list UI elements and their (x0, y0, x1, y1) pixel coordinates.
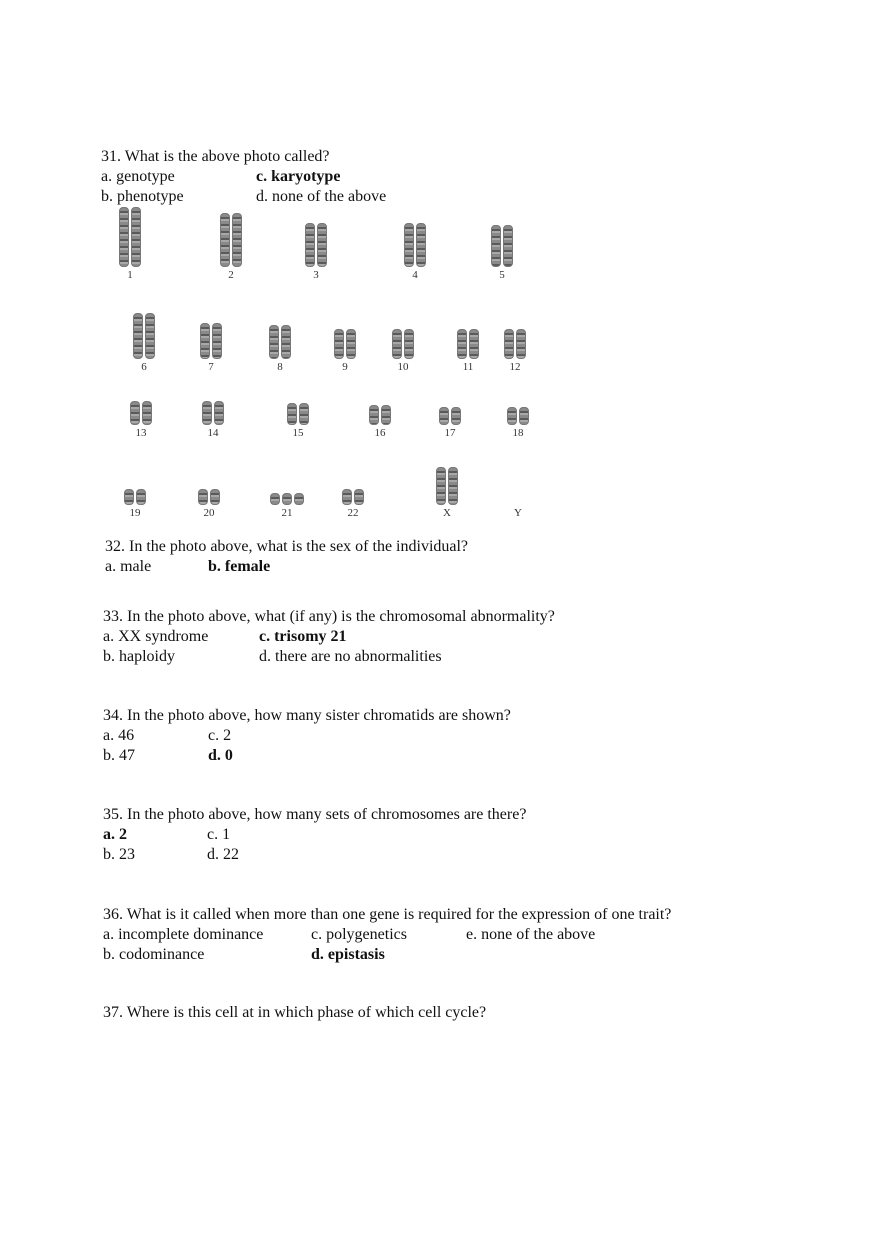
option: a. genotype (101, 168, 175, 185)
chromosome-label: 12 (509, 361, 521, 373)
chromosome (392, 329, 402, 359)
chromosome-label: 1 (127, 269, 133, 281)
chromosome (469, 329, 479, 359)
chromosome (404, 223, 414, 267)
option: a. male (105, 558, 152, 575)
chromosome-label: 8 (277, 361, 283, 373)
karyotype-image (100, 205, 550, 530)
option: d. 22 (207, 846, 239, 863)
option-answer: a. 2 (103, 826, 127, 843)
chromosome-label: 16 (374, 427, 386, 439)
chromosome (119, 207, 129, 267)
option-answer: d. 0 (208, 747, 233, 764)
chromosome-label: 9 (342, 361, 348, 373)
chromosome (451, 407, 461, 425)
option: e. none of the above (466, 926, 596, 943)
chromosome-label: X (443, 507, 451, 519)
chromosome (346, 329, 356, 359)
option: b. 23 (103, 846, 135, 863)
chromosome (457, 329, 467, 359)
chromosome-label: 4 (412, 269, 418, 281)
chromosome (381, 405, 391, 425)
chromosome (507, 407, 517, 425)
option: a. XX syndrome (103, 628, 209, 645)
chromosome-label: 5 (499, 269, 505, 281)
option: c. 2 (208, 727, 232, 744)
chromosome-label: 22 (347, 507, 359, 519)
chromosome (212, 323, 222, 359)
chromosome (317, 223, 327, 267)
chromosome (210, 489, 220, 505)
chromosome (334, 329, 344, 359)
chromosome (448, 467, 458, 505)
chromosome-label: 6 (141, 361, 147, 373)
chromosome (281, 325, 291, 359)
chromosome-label: 21 (281, 507, 293, 519)
question-text: 33. In the photo above, what (if any) is the chromosomal abnormality? (103, 608, 555, 625)
question-text: 36. What is it called when more than one gene is required for the expression of one trait? (103, 906, 672, 923)
chromosome (142, 401, 152, 425)
chromosome (503, 225, 513, 267)
chromosome (202, 401, 212, 425)
chromosome (198, 489, 208, 505)
chromosome (145, 313, 155, 359)
chromosome (491, 225, 501, 267)
chromosome (439, 407, 449, 425)
chromosome (287, 403, 297, 425)
option-answer: d. epistasis (311, 946, 385, 963)
chromosome-label: 17 (444, 427, 456, 439)
chromosome (270, 493, 280, 505)
option: b. 47 (103, 747, 135, 764)
chromosome (220, 213, 230, 267)
chromosome-label: 2 (228, 269, 234, 281)
chromosome (282, 493, 292, 505)
chromosome (404, 329, 414, 359)
chromosome (200, 323, 210, 359)
chromosome-label: 15 (292, 427, 304, 439)
option: d. none of the above (256, 188, 387, 205)
option-answer: c. trisomy 21 (259, 628, 347, 645)
chromosome-label: 19 (129, 507, 141, 519)
chromosome-label: 14 (207, 427, 219, 439)
question-text: 31. What is the above photo called? (101, 148, 330, 165)
chromosome (124, 489, 134, 505)
chromosome (342, 489, 352, 505)
option: a. 46 (103, 727, 135, 744)
chromosome (136, 489, 146, 505)
chromosome-label: 3 (313, 269, 319, 281)
option: c. polygenetics (311, 926, 407, 943)
chromosome-label: 7 (208, 361, 214, 373)
chromosome (294, 493, 304, 505)
chromosome-label: 18 (512, 427, 524, 439)
chromosome (269, 325, 279, 359)
chromosome (131, 207, 141, 267)
chromosome (354, 489, 364, 505)
chromosome (130, 401, 140, 425)
option: a. incomplete dominance (103, 926, 264, 943)
chromosome (504, 329, 514, 359)
chromosome (516, 329, 526, 359)
chromosome-label: 20 (203, 507, 215, 519)
option-answer: b. female (208, 558, 271, 575)
chromosome (519, 407, 529, 425)
option-answer: c. karyotype (256, 168, 341, 185)
chromosome-label: Y (514, 507, 522, 519)
chromosome (436, 467, 446, 505)
chromosome (133, 313, 143, 359)
question-text: 35. In the photo above, how many sets of chromosomes are there? (103, 806, 527, 823)
option: b. phenotype (101, 188, 184, 205)
option: b. haploidy (103, 648, 175, 665)
option: d. there are no abnormalities (259, 648, 442, 665)
option: b. codominance (103, 946, 205, 963)
question-text: 37. Where is this cell at in which phase of which cell cycle? (103, 1004, 487, 1021)
option: c. 1 (207, 826, 231, 843)
chromosome-label: 11 (462, 361, 474, 373)
question-text: 34. In the photo above, how many sister chromatids are shown? (103, 707, 511, 724)
chromosome (416, 223, 426, 267)
chromosome-label: 13 (135, 427, 147, 439)
chromosome (214, 401, 224, 425)
chromosome (369, 405, 379, 425)
chromosome-label: 10 (397, 361, 409, 373)
chromosome (305, 223, 315, 267)
question-text: 32. In the photo above, what is the sex of the individual? (105, 538, 469, 555)
chromosome (299, 403, 309, 425)
chromosome (232, 213, 242, 267)
